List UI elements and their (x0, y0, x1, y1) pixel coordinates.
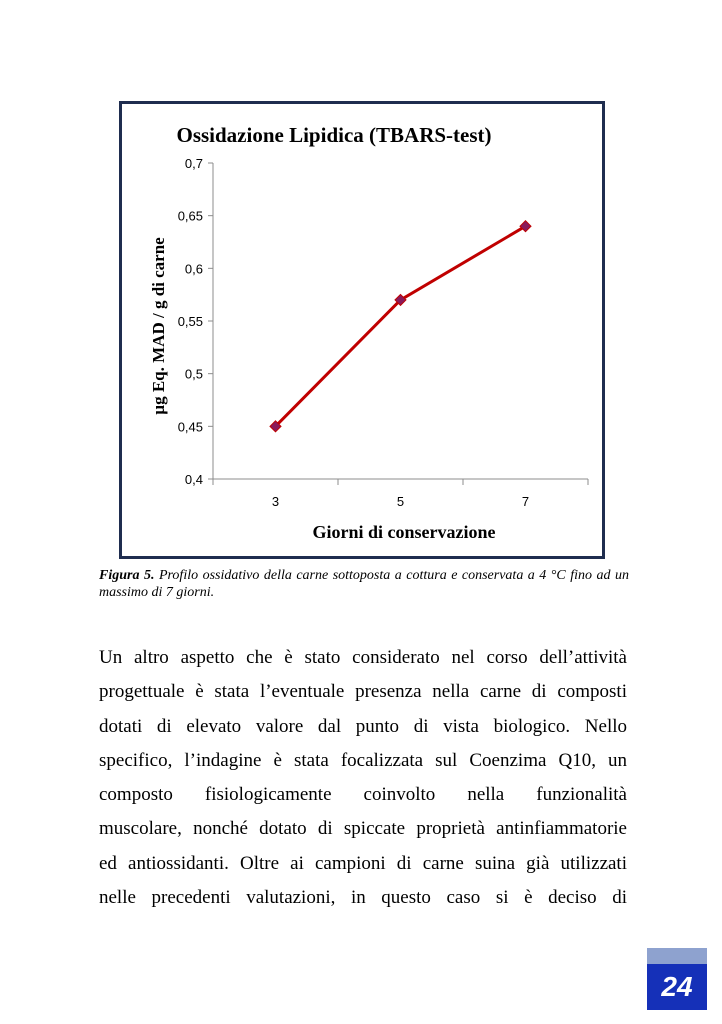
y-tick-label: 0,55 (177, 314, 203, 329)
body-line: dotati di elevato valore dal punto di vista biologico. Nello (99, 715, 627, 737)
y-tick-label: 0,5 (184, 366, 203, 382)
y-tick-label: 0,65 (177, 208, 203, 224)
figure-caption (99, 567, 629, 601)
y-tick-label: 0,4 (184, 472, 203, 487)
y-axis-label: µg Eq. MAD / g di carne (149, 237, 168, 415)
body-line: nelle precedenti valutazioni, in questo caso si è deciso di (99, 887, 627, 909)
y-ticks (178, 156, 213, 487)
page-number-tab (647, 948, 707, 1010)
caption-label: Figura 5. (99, 568, 155, 583)
x-ticks (213, 479, 588, 509)
page-number: 24 (647, 964, 707, 1010)
y-tick-label: 0,6 (184, 261, 203, 277)
chart-title: Ossidazione Lipidica (TBARS-test) (176, 123, 492, 147)
body-line: Un altro aspetto che è stato considerato nel corso dell’attività (99, 647, 627, 668)
body-paragraph (99, 641, 627, 915)
body-line: specifico, l’indagine è stata focalizzata sul Coenzima Q10, un (99, 749, 627, 771)
line-chart (122, 104, 602, 556)
x-tick-label: 7 (521, 494, 530, 509)
series-line (276, 226, 526, 426)
series-layer (270, 221, 531, 432)
caption-text: Profilo ossidativo della carne sottoposta a cottura e conservata a 4 °C fino ad un massimo di 7 giorni. (99, 568, 629, 600)
chart-figure (119, 101, 605, 559)
x-tick-label: 3 (271, 494, 280, 509)
x-axis-label: Giorni di conservazione (312, 522, 496, 542)
body-line: progettuale è stata l’eventuale presenza nella carne di composti (99, 681, 627, 703)
body-line: muscolare, nonché dotato di spiccate proprietà antinfiammatorie (99, 818, 627, 840)
y-tick-label: 0,7 (184, 156, 203, 171)
page-tab-accent (647, 948, 707, 964)
x-tick-label: 5 (396, 494, 405, 509)
y-tick-label: 0,45 (177, 419, 203, 435)
body-line: ed antiossidanti. Oltre ai campioni di carne suina già utilizzati (99, 852, 627, 874)
body-line: composto fisiologicamente coinvolto nella funzionalità (99, 784, 627, 806)
